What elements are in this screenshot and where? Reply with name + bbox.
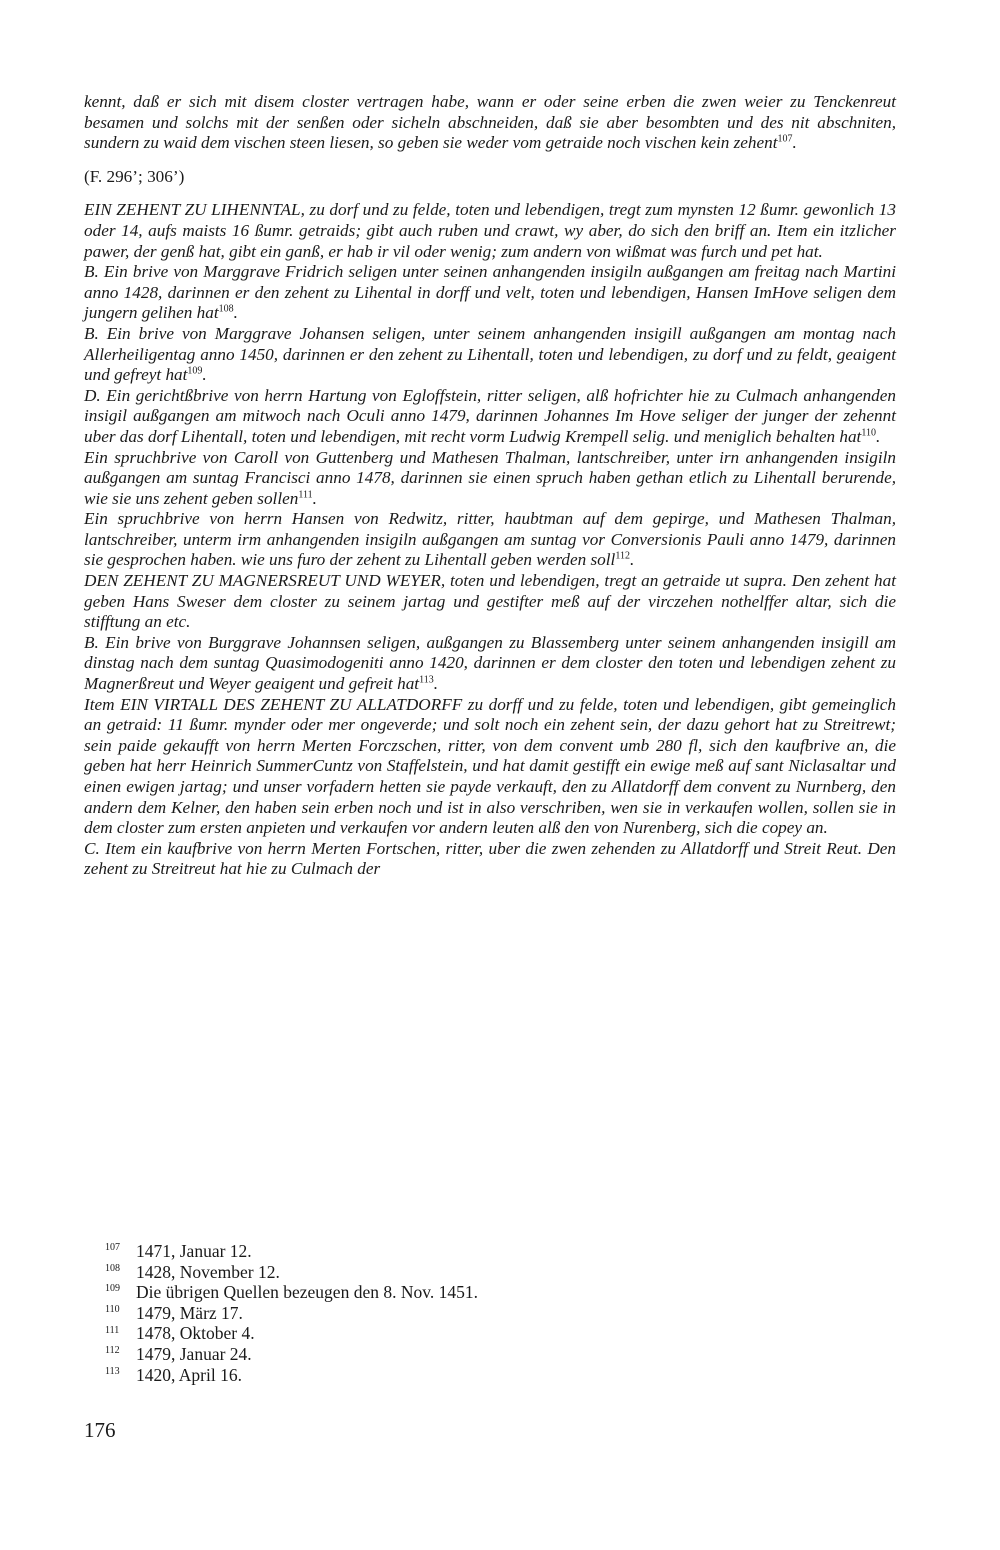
paragraph-text: kennt, daß er sich mit disem closter vertragen habe, wann er oder seine erben die zwen weier zu Tenckenreut besamen und solchs mit der senßen oder sicheln abschneiden, daß sie aber besombten und des nit abschniten, sundern zu waid dem vischen steen liesen, so geben sie weder vom getraide noch vischen kein zehent	[84, 92, 896, 153]
footnote: 109 Die übrigen Quellen bezeugen den 8. Nov. 1451.	[105, 1282, 478, 1303]
paragraph-text: C. Item ein kaufbrive von herrn Merten Fortschen, ritter, uber die zwen zehenden zu Allatdorff und Streit Reut. Den zehent zu Streitreut hat hie zu Culmach der	[84, 838, 896, 879]
footnote-reference: 111	[298, 488, 313, 500]
footnote-reference: 109	[187, 365, 203, 377]
paragraph-text: EIN ZEHENT ZU LIHENNTAL, zu dorf und zu felde, toten und lebendigen, tregt zum mynsten 12 ßumr. gewonlich 13 oder 14, aufs maists 16 ßumr. getraids; gibt auch ruben und crawt, wy aber, do sich den briff an. Item ein itzlicher pawer, der genß hat, gibt ein ganß, er hab ir vil oder wenig; zum andern von wißmat was furch und pet hat.	[84, 200, 896, 261]
footnote-text: 1471, Januar 12.	[136, 1241, 252, 1261]
paragraph-text: DEN ZEHENT ZU MAGNERSREUT UND WEYER, toten und lebendigen, tregt an getraide ut supra. Den zehent hat geben Hans Sweser dem closter zu seinem jartag und gestifter meß auf der virczehen nothelffer altar, sich die stifftung an etc.	[84, 571, 896, 632]
paragraph-end: .	[202, 365, 207, 385]
paragraph-end: .	[875, 426, 881, 446]
paragraph	[84, 633, 896, 695]
body-text	[84, 92, 896, 880]
folio-reference: (F. 296’; 306’)	[84, 166, 185, 186]
paragraph	[84, 571, 896, 633]
paragraph-end: .	[233, 303, 238, 323]
paragraph	[84, 448, 896, 510]
page-number: 176	[84, 1418, 116, 1442]
footnote-reference: 112	[615, 550, 630, 562]
paragraph	[84, 509, 896, 571]
paragraph	[84, 324, 896, 386]
paragraph	[84, 262, 896, 324]
paragraph	[84, 200, 896, 262]
footnote: 108 1428, November 12.	[105, 1261, 280, 1282]
footnote: 112 1479, Januar 24.	[105, 1343, 252, 1364]
paragraph-text: Ein spruchbrive von Caroll von Guttenberg und Mathesen Thalman, lantschreiber, unter irn anhangenden insigiln außgangen am suntag Francisci anno 1478, darinnen sie einen spruch haben gethan etlich zu Lihentall berurende, wie sie uns zehent geben sollen	[84, 447, 896, 508]
paragraph-text: D. Ein gerichtßbrive von herrn Hartung von Egloffstein, ritter seligen, alß hofrichter hie zu Culmach anhangenden insigil außgangen am mitwoch nach Oculi anno 1479, darinnen Johannes Im Hove seliger der junger der zehennt uber das dorf Lihentall, toten und lebendigen, mit recht vorm Ludwig Krempell selig. und meniglich behalten hat	[84, 385, 896, 446]
paragraph-text: Ein spruchbrive von herrn Hansen von Redwitz, ritter, haubtman auf dem gepirge, und Mathesen Thalman, lantschreiber, unterm irm anhangenden insigiln außgangen am suntag vor Conversionis Pauli anno 1479, darinnen sie gesprochen haben. wie uns furo der zehent zu Lihentall geben werden soll	[84, 509, 896, 570]
paragraph	[84, 92, 896, 154]
paragraph-text: B. Ein brive von Burggrave Johannsen seligen, außgangen zu Blassemberg unter seinem anhangenden insigill am dinstag nach dem suntag Quasimodogeniti anno 1420, darinnen er dem closter den toten und lebendigen zehent zu Magnerßreut und Weyer geaigent und gefreit hat	[84, 632, 896, 694]
paragraph-text: Item EIN VIRTALL DES ZEHENT ZU ALLATDORFF zu dorff und zu felde, toten und lebendigen, gibt gemeinglich an getraid: 11 ßumr. mynder oder mer ongeverde; und solt noch ein zehent sein, der dazu gehort hat zu Streitrewt; sein paide gekaufft von herrn Merten Forczschen, ritter, von dem convent umb 280 fl, sich den kaufbrive an, die geben hat herr Heinrich SummerCuntz von Staffelstein, und hat damit gestifft ein ewige meß auf sant Niclasaltar und einen ewigen jartag; und unser vorfadern hetten sie payde verkauft, den zu Allatdorff dem convent zu Nurnberg, den andern dem Kelner, den haben sein erben noch und ist in also verschriben, wen sie in verkaufen wollen, sollen sie in dem closter zum ersten anpieten und verkaufen vor andern leuten alß den von Nurenberg, sich die copey an.	[84, 694, 896, 838]
footnote: 111 1478, Oktober 4.	[105, 1323, 255, 1344]
footnote-text: 1479, März 17.	[136, 1302, 243, 1323]
paragraph-end: .	[792, 133, 797, 153]
footnote-reference: 113	[419, 674, 434, 686]
paragraph-text: B. Ein brive von Marggrave Fridrich seligen unter seinen anhangenden insigiln außgangen am freitag nach Martini anno 1428, darinnen er den zehent zu Lihental in dorff und velt, toten und lebendigen, Hansen ImHove seligen dem jungern gelihen hat	[84, 262, 896, 323]
footnote: 113 1420, April 16.	[105, 1364, 242, 1385]
paragraph-text: B. Ein brive von Marggrave Johansen seligen, unter seinem anhangenden insigill außgangen am montag nach Allerheiligentag anno 1450, darinnen er den zehent zu Lihentall, toten und lebendigen, zu dorf und zu feldt, geaigent und gefreyt hat	[84, 323, 896, 385]
footnote-text: Die übrigen Quellen bezeugen den 8. Nov. 1451.	[136, 1282, 478, 1303]
footnote-text: 1479, Januar 24.	[136, 1343, 252, 1364]
footnote-text: 1428, November 12.	[136, 1261, 280, 1282]
footnote: 110 1479, März 17.	[105, 1302, 243, 1323]
footnotes	[105, 1241, 805, 1385]
paragraph-end: .	[312, 488, 317, 508]
paragraph	[84, 386, 896, 448]
paragraph	[84, 839, 896, 880]
footnote-text: 1420, April 16.	[136, 1364, 242, 1385]
footnote-reference: 108	[218, 303, 234, 315]
paragraph	[84, 695, 896, 839]
footnote-reference: 107	[777, 133, 793, 145]
footnote: 107 1471, Januar 12.	[105, 1241, 252, 1261]
paragraph-end: .	[629, 550, 635, 570]
footnote-text: 1478, Oktober 4.	[136, 1323, 255, 1344]
paragraph-end: .	[433, 674, 439, 694]
footnote-reference: 110	[861, 427, 876, 439]
